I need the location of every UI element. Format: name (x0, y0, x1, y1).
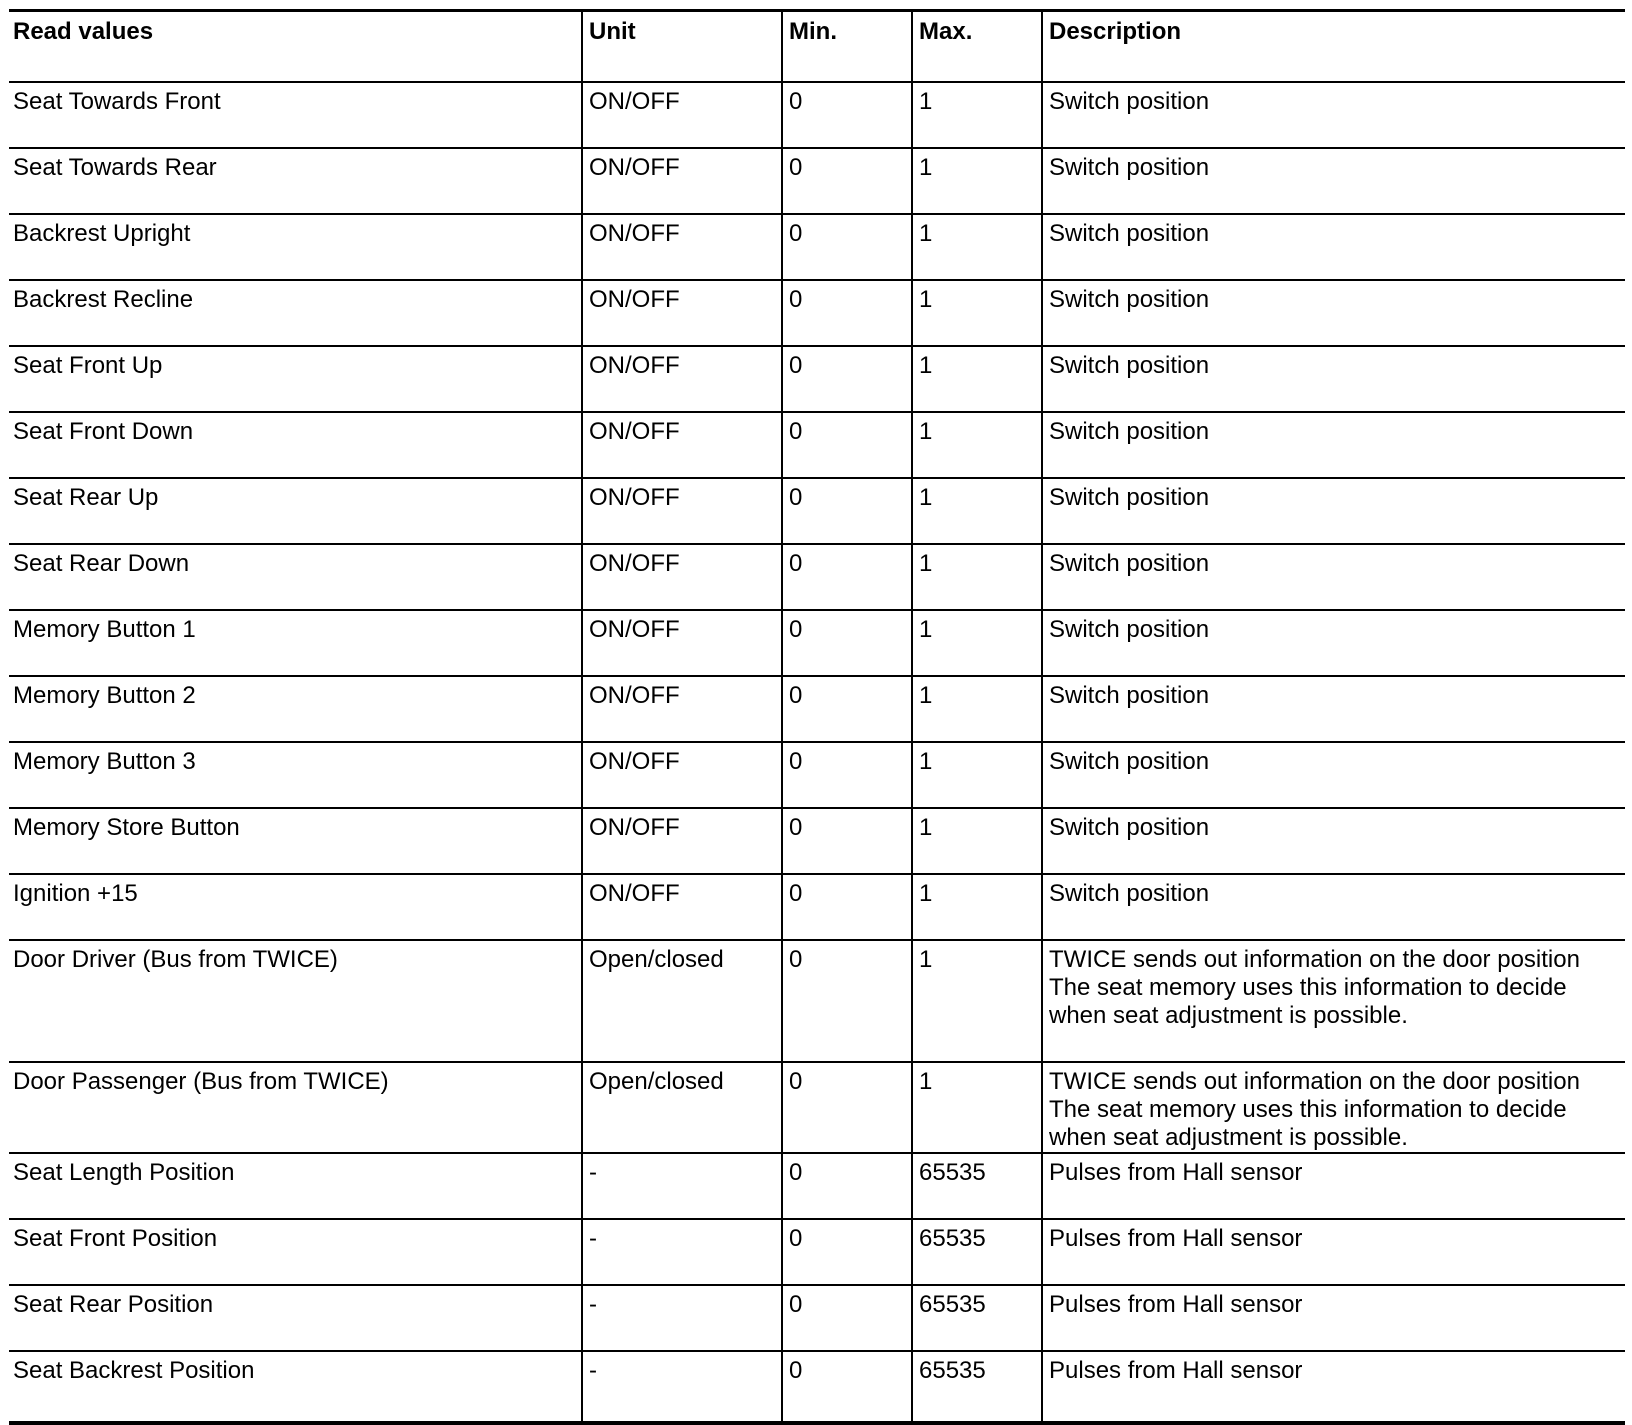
table-row (9, 1153, 1625, 1219)
table-row (9, 676, 1625, 742)
cell-min: 0 (782, 940, 912, 1062)
cell-unit: ON/OFF (582, 808, 782, 874)
cell-min: 0 (782, 1153, 912, 1219)
description-line: The seat memory uses this information to decide (1049, 974, 1567, 1001)
description-line: Switch position (1049, 748, 1210, 775)
description-line: Pulses from Hall sensor (1049, 1225, 1303, 1252)
cell-max: 1 (912, 544, 1042, 610)
cell-description (1042, 280, 1625, 346)
table-row (9, 742, 1625, 808)
cell-description (1042, 82, 1625, 148)
cell-unit: ON/OFF (582, 82, 782, 148)
cell-description (1042, 808, 1625, 874)
cell-unit: ON/OFF (582, 346, 782, 412)
cell-read-value: Seat Length Position (9, 1153, 582, 1219)
cell-unit: ON/OFF (582, 742, 782, 808)
cell-max: 1 (912, 940, 1042, 1062)
cell-unit: ON/OFF (582, 214, 782, 280)
description-line: Switch position (1049, 550, 1210, 577)
cell-min: 0 (782, 478, 912, 544)
cell-description (1042, 346, 1625, 412)
cell-description (1042, 214, 1625, 280)
cell-read-value: Seat Towards Front (9, 82, 582, 148)
cell-read-value: Ignition +15 (9, 874, 582, 940)
cell-min: 0 (782, 808, 912, 874)
cell-description (1042, 1153, 1625, 1219)
cell-unit: - (582, 1285, 782, 1351)
cell-description (1042, 610, 1625, 676)
table-header (9, 11, 1625, 83)
cell-read-value: Seat Front Position (9, 1219, 582, 1285)
table-row (9, 874, 1625, 940)
cell-unit: - (582, 1351, 782, 1423)
cell-unit: ON/OFF (582, 412, 782, 478)
cell-description (1042, 940, 1625, 1062)
cell-unit: Open/closed (582, 1062, 782, 1153)
cell-unit: - (582, 1219, 782, 1285)
cell-max: 1 (912, 280, 1042, 346)
cell-max: 1 (912, 610, 1042, 676)
description-line: Pulses from Hall sensor (1049, 1357, 1303, 1384)
cell-min: 0 (782, 1062, 912, 1153)
table-row (9, 280, 1625, 346)
description-line: TWICE sends out information on the door position (1049, 946, 1580, 973)
table-row (9, 1285, 1625, 1351)
cell-min: 0 (782, 610, 912, 676)
cell-read-value: Backrest Upright (9, 214, 582, 280)
cell-min: 0 (782, 676, 912, 742)
header-max: Max. (912, 11, 1042, 83)
description-line: Pulses from Hall sensor (1049, 1159, 1303, 1186)
header-min: Min. (782, 11, 912, 83)
table-row (9, 478, 1625, 544)
cell-description (1042, 1351, 1625, 1423)
cell-max: 65535 (912, 1351, 1042, 1423)
cell-description (1042, 874, 1625, 940)
cell-description (1042, 544, 1625, 610)
description-line: Pulses from Hall sensor (1049, 1291, 1303, 1318)
cell-read-value: Seat Front Down (9, 412, 582, 478)
cell-max: 1 (912, 148, 1042, 214)
cell-max: 65535 (912, 1219, 1042, 1285)
description-line: Switch position (1049, 682, 1210, 709)
description-line: The seat memory uses this information to decide (1049, 1096, 1567, 1123)
cell-description (1042, 1062, 1625, 1153)
cell-max: 1 (912, 808, 1042, 874)
cell-read-value: Seat Rear Up (9, 478, 582, 544)
header-row (9, 11, 1625, 83)
header-read-values: Read values (9, 11, 582, 83)
cell-min: 0 (782, 412, 912, 478)
description-line: Switch position (1049, 220, 1210, 247)
cell-read-value: Seat Towards Rear (9, 148, 582, 214)
description-line: Switch position (1049, 418, 1210, 445)
cell-max: 1 (912, 412, 1042, 478)
table-row (9, 1351, 1625, 1423)
cell-description (1042, 1285, 1625, 1351)
cell-unit: ON/OFF (582, 676, 782, 742)
cell-read-value: Seat Rear Position (9, 1285, 582, 1351)
read-values-table (9, 9, 1625, 1425)
cell-max: 1 (912, 676, 1042, 742)
cell-description (1042, 148, 1625, 214)
description-line: Switch position (1049, 286, 1210, 313)
header-unit: Unit (582, 11, 782, 83)
cell-min: 0 (782, 1219, 912, 1285)
cell-max: 65535 (912, 1153, 1042, 1219)
table-row (9, 82, 1625, 148)
cell-max: 1 (912, 742, 1042, 808)
cell-read-value: Seat Backrest Position (9, 1351, 582, 1423)
cell-max: 1 (912, 478, 1042, 544)
cell-min: 0 (782, 82, 912, 148)
description-line: when seat adjustment is possible. (1049, 1002, 1408, 1029)
cell-min: 0 (782, 544, 912, 610)
cell-description (1042, 676, 1625, 742)
description-line: TWICE sends out information on the door position (1049, 1068, 1580, 1095)
table-row (9, 544, 1625, 610)
description-line: Switch position (1049, 880, 1210, 907)
description-line: Switch position (1049, 88, 1210, 115)
description-line: Switch position (1049, 484, 1210, 511)
cell-max: 1 (912, 214, 1042, 280)
cell-read-value: Door Passenger (Bus from TWICE) (9, 1062, 582, 1153)
cell-min: 0 (782, 874, 912, 940)
cell-read-value: Memory Button 2 (9, 676, 582, 742)
description-line: when seat adjustment is possible. (1049, 1124, 1408, 1151)
cell-max: 65535 (912, 1285, 1042, 1351)
cell-min: 0 (782, 1351, 912, 1423)
cell-description (1042, 742, 1625, 808)
cell-max: 1 (912, 82, 1042, 148)
cell-unit: ON/OFF (582, 610, 782, 676)
cell-max: 1 (912, 1062, 1042, 1153)
cell-max: 1 (912, 874, 1042, 940)
cell-read-value: Seat Rear Down (9, 544, 582, 610)
cell-description (1042, 1219, 1625, 1285)
description-line: Switch position (1049, 814, 1210, 841)
table-row (9, 412, 1625, 478)
cell-unit: ON/OFF (582, 280, 782, 346)
cell-unit: ON/OFF (582, 544, 782, 610)
table-row (9, 1219, 1625, 1285)
cell-read-value: Door Driver (Bus from TWICE) (9, 940, 582, 1062)
cell-min: 0 (782, 1285, 912, 1351)
cell-min: 0 (782, 214, 912, 280)
table-row (9, 1062, 1625, 1153)
cell-unit: ON/OFF (582, 874, 782, 940)
cell-unit: ON/OFF (582, 478, 782, 544)
cell-description (1042, 412, 1625, 478)
cell-read-value: Memory Store Button (9, 808, 582, 874)
cell-unit: Open/closed (582, 940, 782, 1062)
table-row (9, 148, 1625, 214)
table-row (9, 808, 1625, 874)
read-values-sheet (9, 9, 1625, 1425)
description-line: Switch position (1049, 352, 1210, 379)
cell-description (1042, 478, 1625, 544)
table-row (9, 346, 1625, 412)
cell-read-value: Seat Front Up (9, 346, 582, 412)
table-row (9, 214, 1625, 280)
header-description: Description (1042, 11, 1625, 83)
cell-read-value: Memory Button 3 (9, 742, 582, 808)
table-body (9, 82, 1625, 1423)
cell-min: 0 (782, 346, 912, 412)
cell-min: 0 (782, 280, 912, 346)
cell-min: 0 (782, 148, 912, 214)
description-line: Switch position (1049, 616, 1210, 643)
table-row (9, 940, 1625, 1062)
cell-min: 0 (782, 742, 912, 808)
cell-max: 1 (912, 346, 1042, 412)
cell-read-value: Memory Button 1 (9, 610, 582, 676)
cell-read-value: Backrest Recline (9, 280, 582, 346)
cell-unit: - (582, 1153, 782, 1219)
description-line: Switch position (1049, 154, 1210, 181)
table-row (9, 610, 1625, 676)
cell-unit: ON/OFF (582, 148, 782, 214)
